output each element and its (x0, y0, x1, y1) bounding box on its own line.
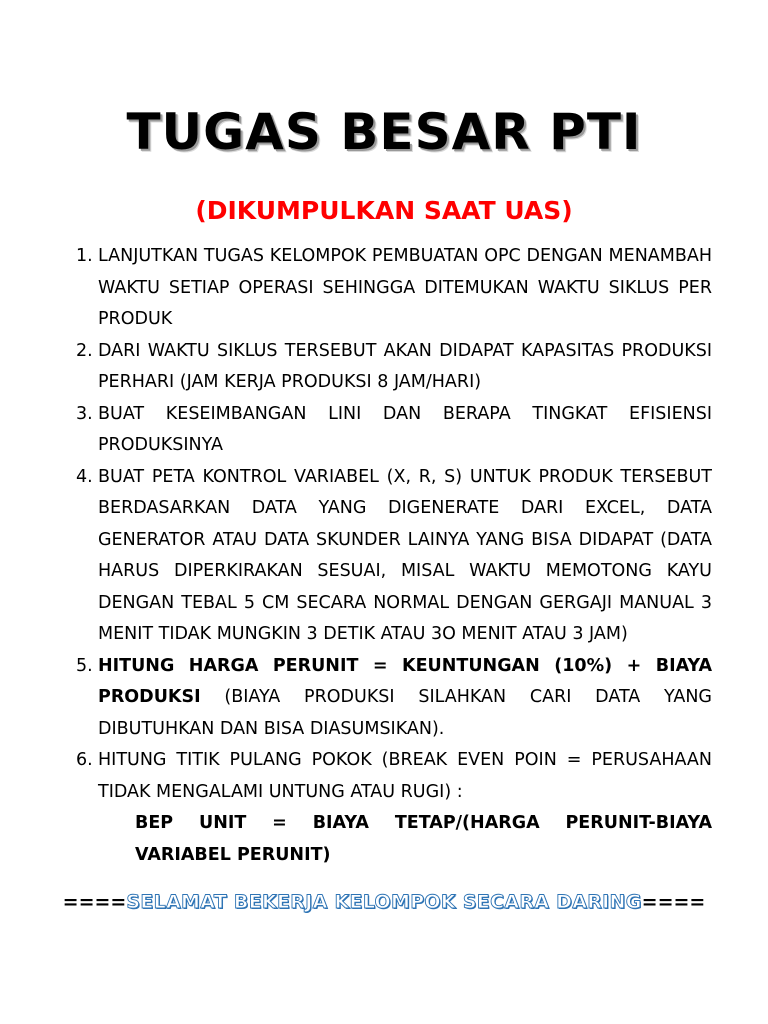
task-number: 1. (76, 246, 93, 266)
task-item-6 (60, 745, 712, 871)
document-title: TUGAS BESAR PTI (126, 103, 642, 161)
task-item-2 (60, 336, 712, 399)
task-item-5 (60, 651, 712, 746)
task-text: BUAT PETA KONTROL VARIABEL (X, R, S) UNTUK PRODUK TERSEBUT BERDASARKAN DATA YANG DIGENERATE DARI EXCEL, DATA GENERATOR ATAU DATA SKUNDER LAINYA YANG BISA DIDAPAT (DATA HARUS DIPERKIRAKAN SESUAI, MISAL WAKTU MEMOTONG KAYU DENGAN TEBAL 5 CM SECARA NORMAL DENGAN GERGAJI MANUAL 3 MENIT TIDAK MUNGKIN 3 DETIK ATAU 3O MENIT ATAU 3 JAM) (98, 466, 712, 644)
task-number: 4. (76, 466, 93, 487)
task-text: LANJUTKAN TUGAS KELOMPOK PEMBUATAN OPC DENGAN MENAMBAH WAKTU SETIAP OPERASI SEHINGGA DITEMUKAN WAKTU SIKLUS PER PRODUK (98, 246, 712, 329)
document-subtitle: (DIKUMPULKAN SAAT UAS) (195, 196, 573, 225)
task-item-3 (60, 399, 712, 462)
task-text: BUAT KESEIMBANGAN LINI DAN BERAPA TINGKAT EFISIENSI PRODUKSINYA (98, 403, 712, 455)
task-number: 3. (76, 403, 93, 424)
task-bold-text: HITUNG HARGA PERUNIT = KEUNTUNGAN (10%) + BIAYA PRODUKSI (98, 655, 712, 707)
closing-suffix: ==== (641, 891, 706, 913)
task-number: 2. (76, 340, 93, 361)
task-item-4 (60, 462, 712, 651)
bep-formula: BEP UNIT = BIAYA TETAP/(HARGA PERUNIT-BIAYA VARIABEL PERUNIT) (135, 813, 712, 865)
task-text: (BIAYA PRODUKSI SILAHKAN CARI DATA YANG DIBUTUHKAN DAN BISA DIASUMSIKAN). (98, 687, 712, 739)
closing-prefix: ==== (62, 891, 127, 913)
task-number: 5. (76, 655, 93, 676)
task-text: DARI WAKTU SIKLUS TERSEBUT AKAN DIDAPAT KAPASITAS PRODUKSI PERHARI (JAM KERJA PRODUKSI 8 JAM/HARI) (98, 340, 712, 392)
task-text: HITUNG TITIK PULANG POKOK (BREAK EVEN POIN = PERUSAHAAN TIDAK MENGALAMI UNTUNG ATAU RUGI) : (98, 750, 712, 802)
closing-highlight: SELAMAT BEKERJA KELOMPOK SECARA DARING (126, 891, 642, 913)
closing-line (0, 886, 768, 918)
task-item-1 (60, 241, 712, 336)
task-list (60, 241, 712, 871)
task-number: 6. (76, 750, 93, 770)
